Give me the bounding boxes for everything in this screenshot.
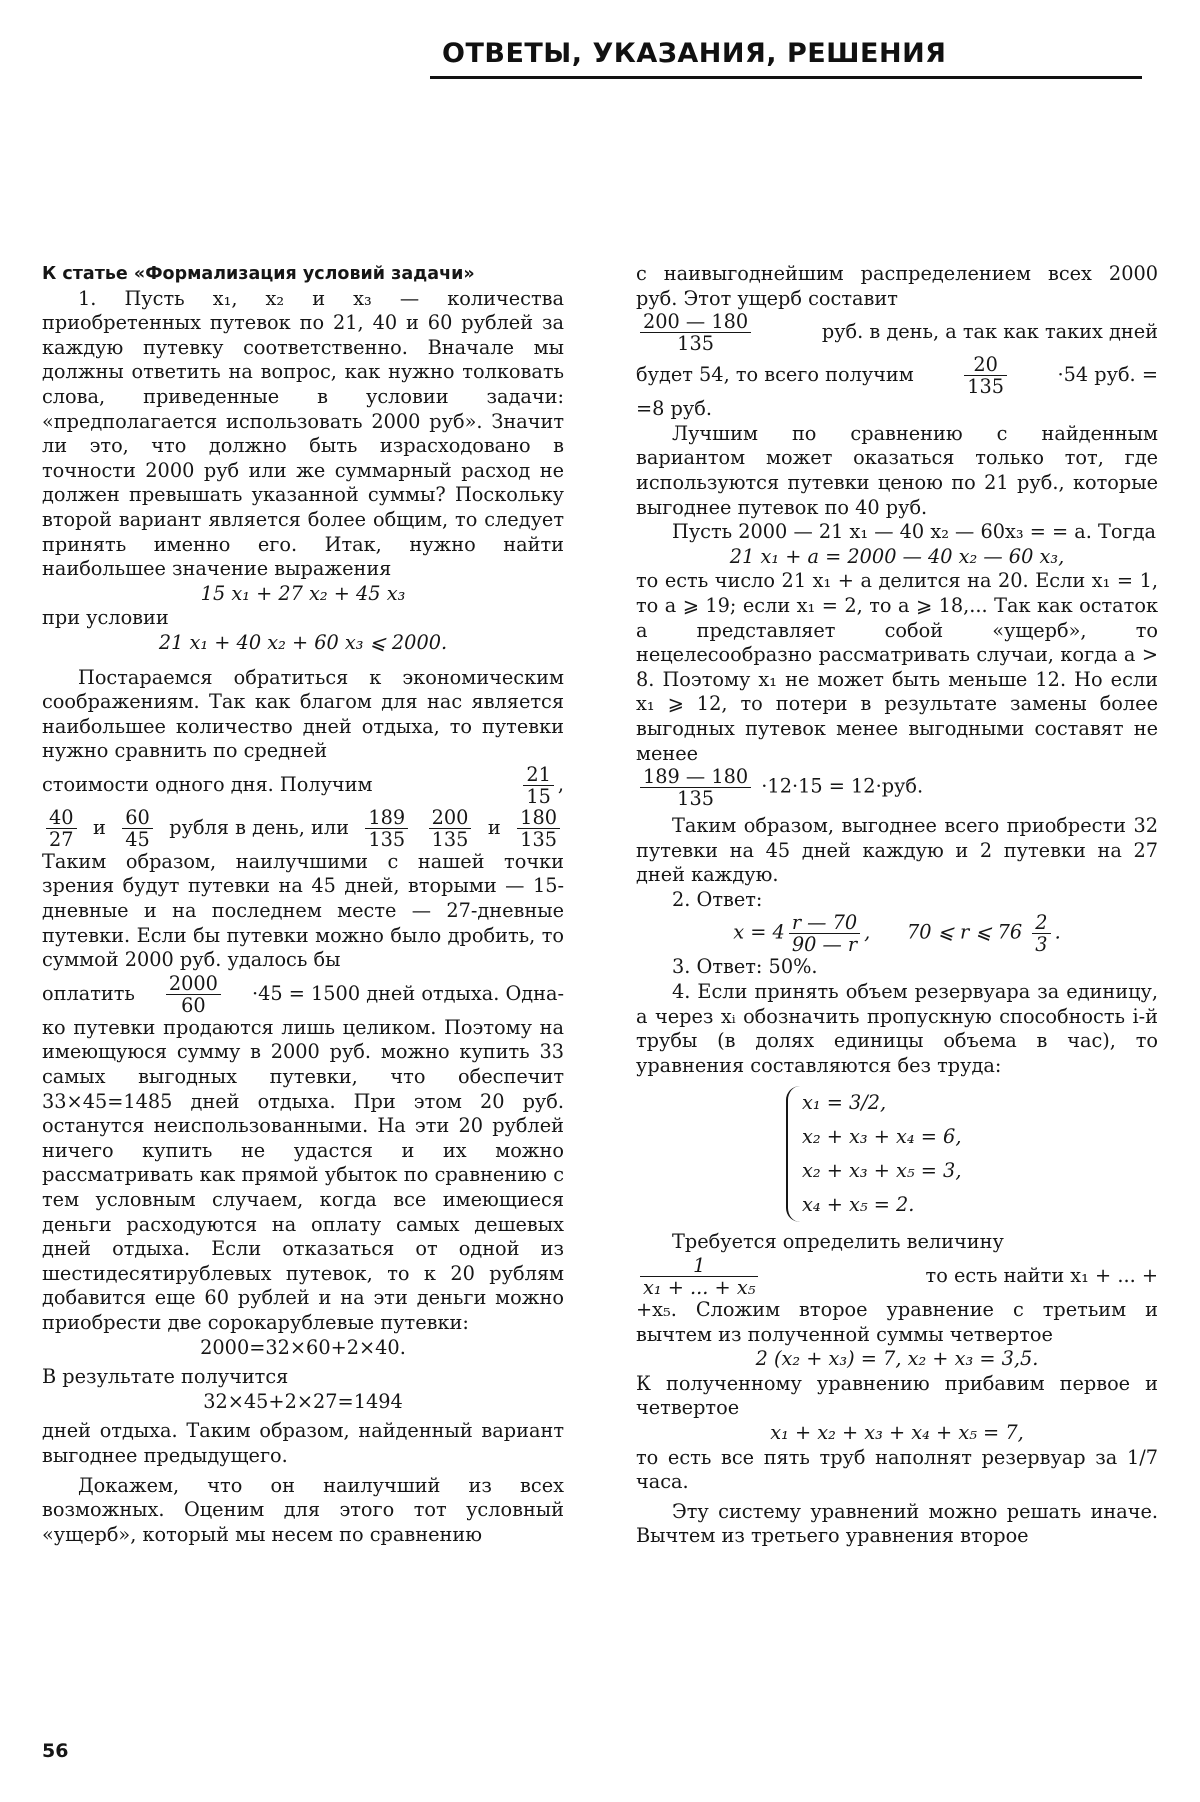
text-fragment: будет 54, то всего получим	[636, 363, 914, 387]
paragraph: Таким образом, наилучшими с нашей точки зрения будут путевки на 45 дней, вторыми — 15-дневные и на последнем месте — 27-дневные путевки. Если бы путевки можно было дробить, то суммой 2000 руб. удалось бы	[42, 849, 564, 972]
system-equation: x₁ = 3/2,	[802, 1091, 887, 1115]
text-fragment: руб. в день, а так как таких дней	[821, 320, 1158, 344]
fraction: $\frac{40}{27}$	[46, 807, 77, 850]
fraction: $\frac{2000}{60}$	[166, 973, 221, 1016]
paragraph: +x₅. Сложим второе уравнение с третьим и вычтем из полученной суммы четвертое	[636, 1298, 1158, 1346]
text-fragment: и	[92, 816, 106, 840]
fraction: $\frac{60}{45}$	[122, 807, 153, 850]
left-column	[42, 262, 564, 1547]
equation-system	[786, 1086, 1158, 1222]
text-fragment: ·45 = 1500 дней отдыха. Одна-	[251, 982, 564, 1006]
fraction-line	[42, 973, 564, 1016]
right-column	[636, 262, 1158, 1549]
text-line: =8 руб.	[636, 397, 712, 421]
fraction-line	[636, 1255, 1158, 1298]
equation: 2000=32×60+2×40.	[200, 1335, 406, 1359]
text-line: при условии	[42, 606, 169, 630]
article-heading: К статье «Формализация условий задачи»	[42, 264, 475, 284]
text-fragment: x = 4	[733, 920, 785, 944]
fraction-line	[636, 766, 1158, 809]
answer-formula: x = 4 $\frac{r — 70}{90 — r}$ , 70 ⩽ r ⩽ 76 $\frac{2}{3}$ .	[733, 911, 1061, 957]
fraction: $\frac{189 — 180}{135}$	[640, 766, 751, 809]
equation: 21 x₁ + 40 x₂ + 60 x₃ ⩽ 2000.	[158, 630, 448, 654]
paragraph: Пусть 2000 — 21 x₁ — 40 x₂ — 60x₃ = = a. Тогда	[672, 520, 1156, 544]
fraction: $\frac{r — 70}{90 — r}$	[789, 912, 860, 955]
paragraph: Докажем, что он наилучший из всех возможных. Оценим для этого тот условный «ущерб», который мы несем по сравнению	[42, 1473, 564, 1546]
paragraph: дней отдыха. Таким образом, найденный вариант выгоднее предыдущего.	[42, 1419, 564, 1467]
paragraph: то есть число 21 x₁ + a делится на 20. Если x₁ = 1, то a ⩾ 19; если x₁ = 2, то a ⩾ 18,... Так как остаток a представляет собой «ущерб», то нецелесообразно рассматривать случаи, когда a > 8. Поэтому x₁ не может быть меньше 12. Но если x₁ ⩾ 12, то потери в результате замены более выгодных путевок менее выгодными составят не менее	[636, 569, 1158, 765]
text-fragment: стоимости одного дня. Получим	[42, 773, 373, 797]
system-equation: x₂ + x₃ + x₄ = 6,	[802, 1125, 962, 1149]
text-fragment: ·12·15 = 12·руб.	[761, 774, 924, 798]
text-fragment: ·54 руб. =	[1057, 363, 1158, 387]
fraction: $\frac{2}{3}$	[1032, 912, 1050, 955]
fraction-line	[636, 311, 1158, 354]
system-equation: x₂ + x₃ + x₅ = 3,	[802, 1159, 962, 1183]
equation: 2 (x₂ + x₃) = 7, x₂ + x₃ = 3,5.	[755, 1347, 1039, 1371]
text-fragment: и	[487, 816, 501, 840]
paragraph: Эту систему уравнений можно решать иначе. Вычтем из третьего уравнения второе	[636, 1499, 1158, 1548]
paragraph: с наивыгоднейшим распределением всех 2000 руб. Этот ущерб составит	[636, 262, 1158, 310]
header-rule	[430, 76, 1142, 79]
paragraph: К полученному уравнению прибавим первое и четвертое	[636, 1371, 1158, 1420]
fraction-line	[636, 354, 1158, 397]
answer-line: 3. Ответ: 50%.	[672, 955, 818, 979]
paragraph: Таким образом, выгоднее всего приобрести 32 путевки на 45 дней каждую и 2 путевки на 27 дней каждую.	[636, 814, 1158, 887]
text-fragment: рубля в день, или	[169, 816, 349, 840]
paragraph: ко путевки продаются лишь целиком. Поэтому на имеющуюся сумму в 2000 руб. можно купить 33 самых выгодных путевки, что обеспечит 33×45=1485 дней отдыха. При этом 20 руб. останутся неиспользованными. На эти 20 рублей ничего купить не удастся и их можно рассматривать как прямой убыток по сравнению с тем условным случаем, когда все имеющиеся деньги расходуются на оплату самых дешевых дней отдыха. Если отказаться от одной из шестидесятирублевых путевок, то к 20 рублям добавится еще 60 рублей и на эти деньги можно приобрести две сорокарублевые путевки:	[42, 1015, 564, 1334]
equation: 15 x₁ + 27 x₂ + 45 x₃	[200, 581, 406, 605]
paragraph: 4. Если принять объем резервуара за единицу, а через xᵢ обозначить пропускную способность i-й трубы (в долях единицы объема в час), то уравнения составляются без труда:	[636, 980, 1158, 1077]
system-equation: x₄ + x₅ = 2.	[802, 1193, 915, 1217]
answer-label: 2. Ответ:	[672, 887, 763, 911]
paragraph: то есть все пять труб наполнят резервуар за 1/7 часа.	[636, 1445, 1158, 1494]
fraction: $\frac{200}{135}$	[429, 807, 472, 850]
page-number: 56	[42, 1740, 69, 1762]
section-title: ОТВЕТЫ, УКАЗАНИЯ, РЕШЕНИЯ	[442, 38, 947, 69]
text-fragment: оплатить	[42, 982, 135, 1006]
paragraph: Постараемся обратиться к экономическим соображениям. Так как благом для нас является наибольшее количество дней отдыха, то путевки нужно сравнить по средней	[42, 665, 564, 763]
fraction: $\frac{200 — 180}{135}$	[640, 311, 751, 354]
equation: 32×45+2×27=1494	[203, 1389, 403, 1413]
equation: x₁ + x₂ + x₃ + x₄ + x₅ = 7,	[770, 1421, 1024, 1444]
fraction: $\frac{20}{135}$	[964, 354, 1007, 397]
text-fragment: 70 ⩽ r ⩽ 76	[907, 920, 1023, 944]
text-fragment: то есть найти x₁ + ... +	[925, 1264, 1158, 1288]
paragraph: 1. Пусть x₁, x₂ и x₃ — количества приобретенных путевок по 21, 40 и 60 рублей за каждую путевку соответственно. Вначале мы должны ответить на вопрос, как нужно толковать слова, приведенные в условии задачи: «предполагается использовать 2000 руб». Значит ли это, что должно быть израсходовано в точности 2000 руб или же суммарный расход не должен превышать указанной суммы? Поскольку второй вариант является более общим, то следует принять именно его. Итак, нужно найти наибольшее значение выражения	[42, 286, 564, 581]
fraction: $\frac{180}{135}$	[517, 807, 560, 850]
text-line: В результате получится	[42, 1365, 289, 1389]
fraction: $\frac{189}{135}$	[365, 807, 408, 850]
text-line: Требуется определить величину	[672, 1230, 1004, 1254]
fraction: $\frac{1}{\text{x₁ + ... + x₅}}$	[640, 1255, 758, 1298]
fraction-line	[42, 807, 564, 850]
fraction-line: стоимости одного дня. Получим $\frac{21}{15}$ ,	[42, 762, 564, 808]
equation: 21 x₁ + a = 2000 — 40 x₂ — 60 x₃,	[729, 544, 1065, 568]
fraction: $\frac{21}{15}$	[523, 764, 554, 807]
paragraph: Лучшим по сравнению с найденным вариантом может оказаться только тот, где используются путевки ценою по 21 руб., которые выгоднее путевок по 40 руб.	[636, 421, 1158, 519]
